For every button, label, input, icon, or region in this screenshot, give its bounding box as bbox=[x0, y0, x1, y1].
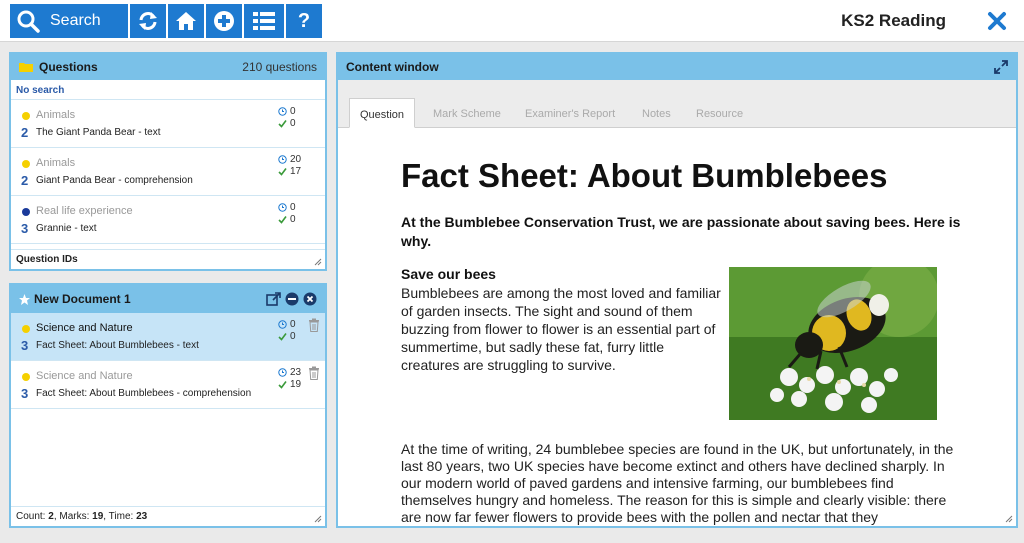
marks-total: 19 bbox=[92, 511, 104, 522]
clock-icon bbox=[278, 203, 287, 212]
question-marks bbox=[278, 214, 296, 225]
check-icon bbox=[278, 167, 287, 176]
search-button-label: Search bbox=[50, 12, 101, 29]
question-title: Grannie - text bbox=[36, 223, 97, 234]
content-window bbox=[336, 52, 1018, 528]
question-views bbox=[278, 319, 296, 330]
question-mark-icon: ? bbox=[297, 9, 311, 32]
question-category: Science and Nature bbox=[36, 322, 133, 334]
tab-mark-scheme[interactable]: Mark Scheme bbox=[433, 108, 501, 120]
check-icon bbox=[278, 119, 287, 128]
document-item[interactable] bbox=[11, 361, 325, 409]
category-dot bbox=[22, 112, 30, 120]
questions-panel-title: Questions bbox=[39, 60, 98, 74]
question-title: Giant Panda Bear - comprehension bbox=[36, 175, 193, 186]
trash-icon[interactable] bbox=[308, 366, 320, 380]
trash-icon[interactable] bbox=[308, 318, 320, 332]
document-paragraph: At the time of writing, 24 bumblebee species are found in the UK, but unfortunately, in the last 80 years, two UK species have become extinct and others have declined sharply. In our modern world of paved gardens and intensive farming, our bumblebees find themselves hungry and homeless. The reason for this is simple and clearly visible: there are now far fewer flowers to provide bees with the pollen and nectar that they bbox=[401, 441, 954, 525]
question-category: Animals bbox=[36, 157, 76, 169]
tab-examiners-report[interactable]: Examiner's Report bbox=[525, 108, 616, 120]
close-icon bbox=[986, 10, 1008, 32]
document-heading: Fact Sheet: About Bumblebees bbox=[401, 157, 888, 194]
document-paragraph: Bumblebees are among the most loved and familiar of garden insects. The sight and sound of them buzzing from flower to flower is an essential part of summertime, but sadly these fat, furry little creatures are struggling to survive. bbox=[401, 285, 721, 373]
home-button[interactable] bbox=[168, 4, 204, 38]
category-dot bbox=[22, 373, 30, 381]
question-marks bbox=[278, 166, 301, 177]
minus-circle-icon[interactable] bbox=[285, 292, 299, 306]
question-item[interactable] bbox=[11, 100, 325, 148]
app-title: KS2 Reading bbox=[841, 11, 946, 30]
clock-icon bbox=[278, 107, 287, 116]
count-label: Count: bbox=[16, 511, 46, 522]
question-title: Fact Sheet: About Bumblebees - comprehension bbox=[36, 388, 252, 399]
category-dot bbox=[22, 160, 30, 168]
content-window-title: Content window bbox=[346, 60, 439, 74]
time-value: 23 bbox=[136, 511, 148, 522]
content-tabs bbox=[338, 80, 1016, 128]
list-button[interactable] bbox=[244, 4, 284, 38]
question-item[interactable] bbox=[11, 148, 325, 196]
check-icon bbox=[278, 332, 287, 341]
resize-grip-icon[interactable] bbox=[314, 515, 322, 523]
check-icon bbox=[278, 380, 287, 389]
views-value: 0 bbox=[290, 319, 296, 330]
question-item[interactable] bbox=[11, 196, 325, 244]
question-title: Fact Sheet: About Bumblebees - text bbox=[36, 340, 199, 351]
tab-resource[interactable]: Resource bbox=[696, 108, 744, 120]
resize-grip-icon[interactable] bbox=[1005, 515, 1013, 523]
refresh-button[interactable] bbox=[130, 4, 166, 38]
clock-icon bbox=[278, 368, 287, 377]
views-value: 0 bbox=[290, 202, 296, 213]
question-number: 3 bbox=[21, 221, 29, 236]
add-button[interactable] bbox=[206, 4, 242, 38]
home-icon bbox=[175, 10, 197, 32]
document-summary-footer: Count: 2, Marks: 19, Time: 23 bbox=[11, 506, 325, 526]
marks-label: Marks: bbox=[59, 511, 90, 522]
tab-notes[interactable]: Notes bbox=[642, 108, 671, 120]
category-dot bbox=[22, 208, 30, 216]
close-circle-icon[interactable] bbox=[303, 292, 317, 306]
questions-panel bbox=[9, 52, 327, 271]
check-icon bbox=[278, 215, 287, 224]
plus-circle-icon bbox=[213, 10, 235, 32]
question-views bbox=[278, 367, 301, 378]
questions-count: 210 questions bbox=[242, 60, 317, 74]
document-panel-header bbox=[11, 285, 325, 313]
tab-question[interactable]: Question bbox=[349, 98, 415, 128]
question-ids-footer[interactable] bbox=[11, 249, 325, 269]
count-value: 2 bbox=[48, 511, 54, 522]
question-number: 2 bbox=[21, 173, 29, 188]
document-content bbox=[338, 129, 1016, 526]
question-number: 3 bbox=[21, 386, 29, 401]
time-label: Time: bbox=[108, 511, 134, 522]
question-ids-label: Question IDs bbox=[16, 254, 78, 265]
views-value: 0 bbox=[290, 106, 296, 117]
marks-value: 19 bbox=[290, 379, 302, 390]
question-title: The Giant Panda Bear - text bbox=[36, 127, 161, 138]
document-panel bbox=[9, 283, 327, 528]
folder-icon bbox=[19, 62, 33, 72]
external-link-icon[interactable] bbox=[266, 292, 281, 307]
content-window-header bbox=[338, 54, 1016, 80]
question-marks bbox=[278, 118, 296, 129]
clock-icon bbox=[278, 155, 287, 164]
search-button[interactable] bbox=[10, 4, 128, 38]
top-toolbar bbox=[0, 0, 1024, 42]
questions-panel-header bbox=[11, 54, 325, 80]
resize-grip-icon[interactable] bbox=[314, 258, 322, 266]
category-dot bbox=[22, 325, 30, 333]
clock-icon bbox=[278, 320, 287, 329]
question-number: 3 bbox=[21, 338, 29, 353]
marks-value: 0 bbox=[290, 214, 296, 225]
question-marks bbox=[278, 331, 296, 342]
question-number: 2 bbox=[21, 125, 29, 140]
star-icon bbox=[19, 294, 30, 305]
question-views bbox=[278, 154, 301, 165]
question-category: Science and Nature bbox=[36, 370, 133, 382]
document-item[interactable] bbox=[11, 313, 325, 361]
document-subheading: Save our bees bbox=[401, 266, 496, 282]
marks-value: 0 bbox=[290, 118, 296, 129]
refresh-icon bbox=[137, 10, 159, 32]
question-views bbox=[278, 202, 296, 213]
marks-value: 0 bbox=[290, 331, 296, 342]
help-button[interactable] bbox=[286, 4, 322, 38]
question-category: Animals bbox=[36, 109, 76, 121]
views-value: 23 bbox=[290, 367, 302, 378]
list-icon bbox=[252, 10, 276, 32]
question-category: Real life experience bbox=[36, 205, 133, 217]
views-value: 20 bbox=[290, 154, 302, 165]
bumblebee-image bbox=[729, 267, 937, 420]
document-title: New Document 1 bbox=[34, 292, 131, 306]
search-icon bbox=[16, 9, 40, 33]
expand-icon[interactable] bbox=[994, 60, 1008, 74]
question-marks bbox=[278, 379, 301, 390]
marks-value: 17 bbox=[290, 166, 302, 177]
close-button[interactable] bbox=[986, 10, 1008, 32]
document-intro: At the Bumblebee Conservation Trust, we are passionate about saving bees. Here is why. bbox=[401, 214, 961, 249]
question-views bbox=[278, 106, 296, 117]
search-status: No search bbox=[11, 80, 325, 100]
